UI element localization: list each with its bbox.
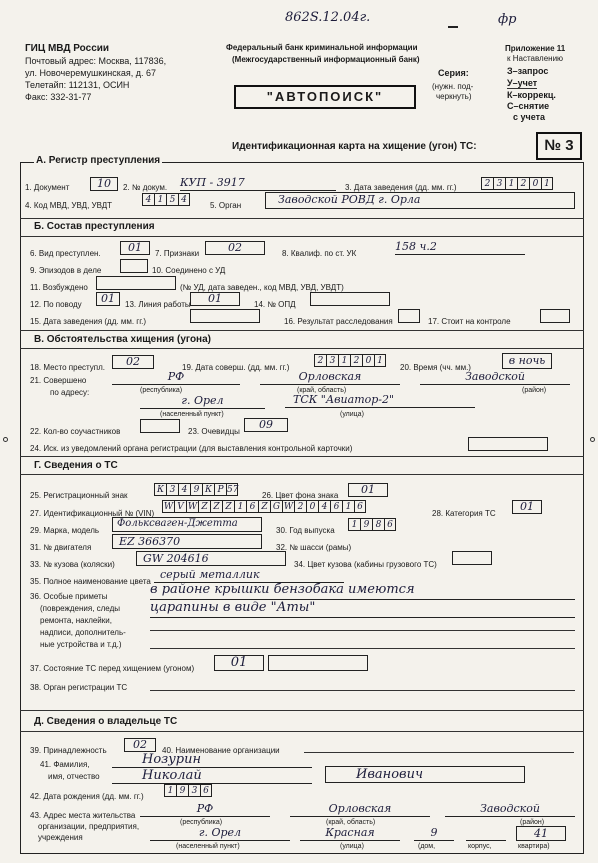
org-name: ГИЦ МВД России — [25, 43, 110, 54]
f33-label: 33. № кузова (коляски) — [30, 560, 115, 569]
owner-street-label: (улица) — [340, 843, 364, 850]
owner-republic[interactable]: РФ — [140, 802, 270, 817]
section-d-title: Г. Сведения о ТС — [34, 460, 118, 471]
f18-value[interactable]: 02 — [112, 355, 154, 369]
f36-label: 36. Особые приметы — [30, 592, 108, 601]
addr-district[interactable]: Заводской — [420, 370, 570, 385]
f28-value[interactable]: 01 — [512, 500, 542, 514]
divider-d2 — [20, 474, 584, 475]
f9-label: 9. Эпизодов в деле — [30, 266, 102, 275]
addr-city[interactable]: г. Орел — [140, 394, 265, 409]
f17-cell[interactable] — [540, 309, 570, 323]
divider-d — [20, 456, 584, 457]
owner-corpus[interactable] — [466, 826, 506, 841]
f23-value[interactable]: 09 — [244, 418, 288, 432]
f4-code-cells[interactable]: 4 1 5 4 — [142, 193, 190, 206]
f17-label: 17. Стоит на контроле — [428, 317, 511, 326]
appendix-line-1: Приложение 11 — [505, 44, 566, 53]
f24-label: 24. Иск. из уведомлений органа регистрации (для выставления контрольной карточки) — [30, 444, 353, 453]
f5-value[interactable]: Заводской РОВД г. Орла — [265, 192, 575, 209]
owner-city-label: (населенный пункт) — [176, 843, 240, 850]
f31-value[interactable]: EZ 366370 — [112, 534, 262, 549]
f37-value[interactable]: 01 — [214, 655, 264, 671]
f38-label: 38. Орган регистрации ТС — [30, 683, 128, 692]
series-label: Серия: — [438, 68, 469, 78]
address-line-2: ул. Новочеремушкинская, д. 67 — [25, 68, 156, 78]
handwritten-mark: фр — [498, 12, 517, 27]
f32-label: 32. № шасси (рамы) — [276, 543, 352, 552]
f41-label-2: имя, отчество — [48, 772, 100, 781]
f24-cell[interactable] — [468, 437, 548, 451]
f13-label: 13. Линия работы — [125, 300, 191, 309]
f26-label: 26. Цвет фона знака — [262, 491, 339, 500]
f36-line-4 — [150, 648, 575, 649]
pin-mark — [448, 14, 458, 28]
divider-c2 — [20, 348, 584, 349]
f43-label-3: учреждения — [38, 833, 83, 842]
f14-cell[interactable] — [310, 292, 390, 306]
f5-label: 5. Орган — [210, 201, 242, 210]
f36-hint-4: ные устройства и т.д.) — [40, 640, 122, 649]
f19-label: 19. Дата соверш. (дд. мм. гг.) — [182, 363, 290, 372]
f25-label: 25. Регистрационный знак — [30, 491, 128, 500]
f40-label: 40. Наименование организации — [162, 746, 280, 755]
mode-remove-2: с учета — [513, 112, 546, 122]
divider-c — [20, 330, 584, 331]
f15-cell[interactable] — [190, 309, 260, 323]
f30-year-cells[interactable]: 1 9 8 6 — [348, 518, 396, 531]
f42-label: 42. Дата рождения (дд. мм. гг.) — [30, 792, 144, 801]
f7-label: 7. Признаки — [155, 249, 200, 258]
f11-cell[interactable] — [96, 276, 176, 290]
f9-cell[interactable] — [120, 259, 148, 273]
f21-label: 21. Совершено — [30, 376, 87, 385]
mode-remove: С–снятие — [507, 101, 550, 111]
mode-register: У–учет — [507, 78, 538, 88]
series-hint-2: черкнуть) — [436, 92, 472, 101]
f15-label: 15. Дата заведения (дд. мм. гг.) — [30, 317, 147, 326]
addr-region[interactable]: Орловская — [260, 370, 400, 385]
f21-label-2: по адресу: — [50, 388, 90, 397]
punch-hole-right — [590, 437, 595, 442]
divider-e2 — [20, 731, 584, 732]
f2-value[interactable]: КУП - 3917 — [180, 176, 336, 191]
divider-a — [20, 218, 584, 219]
f23-label: 23. Очевидцы — [188, 427, 240, 436]
f3-label: 3. Дата заведения (дд. мм. гг.) — [345, 183, 457, 192]
f1-label: 1. Документ — [25, 183, 70, 192]
mode-correct: К–коррекц. — [507, 90, 556, 100]
f4-label: 4. Код МВД, УВД, УВДТ — [25, 201, 113, 210]
addr-republic[interactable]: РФ — [112, 370, 240, 385]
f27-vin-cells[interactable]: W V W Z Z Z 1 6 Z G W 2 0 4 6 1 6 — [162, 500, 366, 513]
f8-value[interactable]: 158 ч.2 — [395, 240, 525, 255]
f36-line-3 — [150, 630, 575, 631]
owner-middle-name[interactable]: Иванович — [325, 766, 525, 783]
f29-value[interactable]: Фольксваген-Джетта — [112, 517, 262, 532]
f2-label: 2. № докум. — [123, 183, 168, 192]
f33-value[interactable]: GW 204616 — [136, 551, 286, 566]
addr-city-label: (населенный пункт) — [160, 411, 224, 418]
owner-city[interactable]: г. Орел — [150, 826, 290, 841]
f13-value[interactable]: 01 — [190, 292, 240, 306]
appendix-line-2: к Наставлению — [507, 54, 564, 63]
f40-line — [304, 752, 574, 753]
f37-extra-cells[interactable] — [268, 655, 368, 671]
f1-value[interactable]: 10 — [90, 177, 118, 191]
addr-region-label: (край, область) — [297, 387, 347, 394]
owner-republic-label: (республика) — [180, 819, 223, 826]
bank-subtitle: (Межгосударственный информационный банк) — [232, 55, 420, 64]
f31-label: 31. № двигателя — [30, 543, 92, 552]
f20-value[interactable]: в ночь — [502, 353, 552, 369]
owner-region[interactable]: Орловская — [290, 802, 430, 817]
f6-value[interactable]: 01 — [120, 241, 150, 255]
owner-region-label: (край, область) — [326, 819, 376, 826]
divider-b — [20, 236, 584, 237]
punch-hole-left — [3, 437, 8, 442]
f43-label: 43. Адрес места жительства — [30, 811, 136, 820]
f39-value[interactable]: 02 — [124, 738, 156, 752]
section-c-title: В. Обстоятельства хищения (угона) — [34, 334, 211, 345]
f16-cell[interactable] — [398, 309, 420, 323]
owner-last-name[interactable]: Нозурин — [112, 752, 312, 768]
owner-district-label: (район) — [520, 819, 545, 826]
f42-birth-cells[interactable]: 1 9 3 6 — [164, 784, 212, 797]
f26-value[interactable]: 01 — [348, 483, 388, 497]
f10-label: 10. Соединено с УД — [152, 266, 226, 275]
f36-hint-1: (повреждения, следы — [40, 604, 120, 613]
addr-street[interactable]: ТСК "Авиатор-2" — [285, 393, 475, 408]
addr-district-label: (район) — [522, 387, 547, 394]
card-title: Идентификационная карта на хищение (угон) ТС: — [232, 141, 477, 152]
f20-label: 20. Время (чч. мм.) — [400, 363, 471, 372]
owner-district[interactable]: Заводской — [445, 802, 575, 817]
owner-first-name[interactable]: Николай — [112, 768, 312, 784]
series-hint-1: (нужн. под- — [432, 82, 474, 91]
fax: Факс: 332-31-77 — [25, 92, 92, 102]
f27-label: 27. Идентификационный № (VIN) — [30, 509, 155, 518]
f12-value[interactable]: 01 — [96, 292, 120, 306]
handwritten-number: 862S.12.04г. — [285, 10, 371, 25]
owner-flat[interactable]: 41 — [516, 826, 566, 841]
f30-label: 30. Год выпуска — [276, 526, 335, 535]
f35-value[interactable]: серый металлик — [154, 568, 344, 583]
f11-hint: (№ УД, дата заведен., код МВД, УВД, УВДТ) — [180, 283, 344, 292]
section-e-title: Д. Сведения о владельце ТС — [34, 716, 178, 727]
owner-house-label: (дом, — [418, 843, 436, 850]
telex: Телетайп: 112131, ОСИН — [25, 80, 130, 90]
f34-cell[interactable] — [452, 551, 492, 565]
f18-label: 18. Место преступл. — [30, 363, 105, 372]
section-b-title: Б. Состав преступления — [34, 221, 155, 232]
divider-e — [20, 710, 584, 711]
f28-label: 28. Категория ТС — [432, 509, 496, 518]
mode-underline — [507, 88, 537, 89]
owner-house[interactable]: 9 — [414, 826, 454, 841]
f25-plate-cells[interactable]: К 3 4 9 К Р 57 — [154, 483, 238, 496]
f37-label: 37. Состояние ТС перед хищением (угоном) — [30, 664, 195, 673]
f7-value[interactable]: 02 — [205, 241, 265, 255]
f39-label: 39. Принадлежность — [30, 746, 107, 755]
f38-line — [150, 690, 575, 691]
mode-query: З–запрос — [507, 66, 549, 76]
f36-value-1[interactable]: в районе крышки бензобака имеются — [150, 582, 575, 600]
addr-republic-label: (республика) — [140, 387, 183, 394]
f29-label: 29. Марка, модель — [30, 526, 100, 535]
system-title: "АВТОПОИСК" — [234, 85, 416, 109]
f35-label: 35. Полное наименование цвета — [30, 577, 151, 586]
f36-hint-2: ремонта, наклейки, — [40, 616, 112, 625]
f36-hint-3: надписи, дополнитель- — [40, 628, 126, 637]
card-number: № 3 — [536, 132, 582, 160]
f43-label-2: организации, предприятия, — [38, 822, 140, 831]
owner-corpus-label: корпус, — [468, 843, 492, 850]
section-a-title: А. Регистр преступления — [36, 155, 161, 166]
f8-label: 8. Квалиф. по ст. УК — [282, 249, 357, 258]
f16-label: 16. Результат расследования — [284, 317, 393, 326]
f41-label: 41. Фамилия, — [40, 760, 90, 769]
f6-label: 6. Вид преступлен. — [30, 249, 101, 258]
f34-label: 34. Цвет кузова (кабины грузового ТС) — [294, 560, 437, 569]
bank-title: Федеральный банк криминальной информации — [226, 43, 418, 52]
f36-value-2[interactable]: царапины в виде "Аты" — [150, 600, 575, 618]
f11-label: 11. Возбуждено — [30, 283, 88, 292]
owner-flat-label: квартира) — [518, 843, 550, 850]
owner-street[interactable]: Красная — [300, 826, 400, 841]
f3-date-cells[interactable]: 2 3 1 2 0 1 — [481, 177, 553, 190]
f22-cell[interactable] — [140, 419, 180, 433]
address-line-1: Почтовый адрес: Москва, 117836, — [25, 56, 167, 66]
f14-label: 14. № ОПД — [254, 300, 296, 309]
f22-label: 22. Кол-во соучастников — [30, 427, 121, 436]
f12-label: 12. По поводу — [30, 300, 82, 309]
addr-street-label: (улица) — [340, 411, 364, 418]
f19-date-cells[interactable]: 2 3 1 2 0 1 — [314, 354, 386, 367]
